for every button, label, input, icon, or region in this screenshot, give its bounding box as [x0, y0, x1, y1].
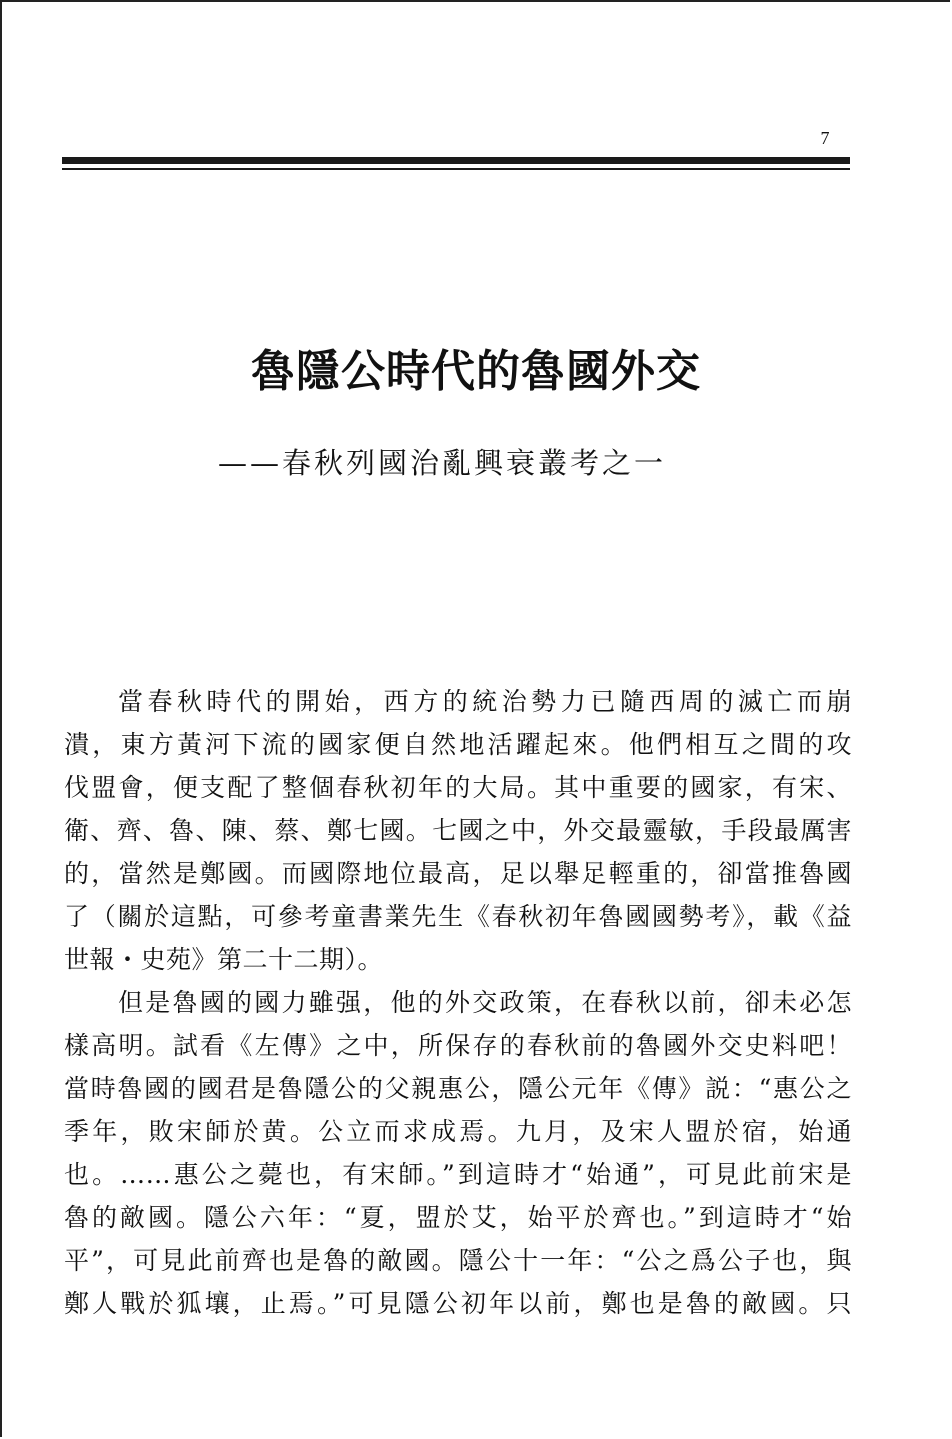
article-body — [64, 680, 852, 1325]
text-line: 鄭人戰於狐壤，止焉。”可見隱公初年以前，鄭也是魯的敵國。只 — [64, 1289, 852, 1318]
text-line: 當春秋時代的開始，西方的統治勢力已隨西周的滅亡而崩 — [118, 687, 852, 716]
paragraph-2 — [64, 981, 852, 1325]
text-line: 衛、齊、魯、陳、蔡、鄭七國。七國之中，外交最靈敏，手段最厲害 — [64, 816, 852, 845]
text-line: 季年，敗宋師於黄。公立而求成焉。九月，及宋人盟於宿，始通 — [64, 1117, 852, 1146]
text-line: 樣高明。試看《左傳》之中，所保存的春秋前的魯國外交史料吧！ — [64, 1031, 852, 1060]
article-subtitle: ——春秋列國治亂興衰叢考之一 — [218, 446, 667, 480]
text-line: 的，當然是鄭國。而國際地位最高，足以舉足輕重的，卻當推魯國 — [64, 859, 852, 888]
text-line: 伐盟會，便支配了整個春秋初年的大局。其中重要的國家，有宋、 — [64, 773, 852, 802]
text-line: 但是魯國的國力雖强，他的外交政策，在春秋以前，卻未必怎 — [118, 988, 852, 1017]
header-rule-thin — [62, 168, 850, 170]
article-title: 魯隱公時代的魯國外交 — [251, 346, 701, 397]
header-rule-thick — [62, 157, 850, 164]
text-line: 了（關於這點，可參考童書業先生《春秋初年魯國國勢考》，載《益 — [64, 902, 852, 931]
text-line: 潰，東方黃河下流的國家便自然地活躍起來。他們相互之間的攻 — [64, 730, 852, 759]
text-line: 平”，可見此前齊也是魯的敵國。隱公十一年：“公之爲公子也，與 — [64, 1246, 852, 1275]
text-line: 魯的敵國。隱公六年：“夏，盟於艾，始平於齊也。”到這時才“始 — [64, 1203, 852, 1232]
text-line: 當時魯國的國君是魯隱公的父親惠公，隱公元年《傳》説：“惠公之 — [64, 1074, 852, 1103]
page-number: 7 — [820, 128, 830, 148]
paragraph-1 — [64, 680, 852, 981]
text-line: 世報・史苑》第二十二期）。 — [64, 945, 384, 974]
text-line: 也。……惠公之薨也，有宋師。”到這時才“始通”，可見此前宋是 — [64, 1160, 852, 1189]
